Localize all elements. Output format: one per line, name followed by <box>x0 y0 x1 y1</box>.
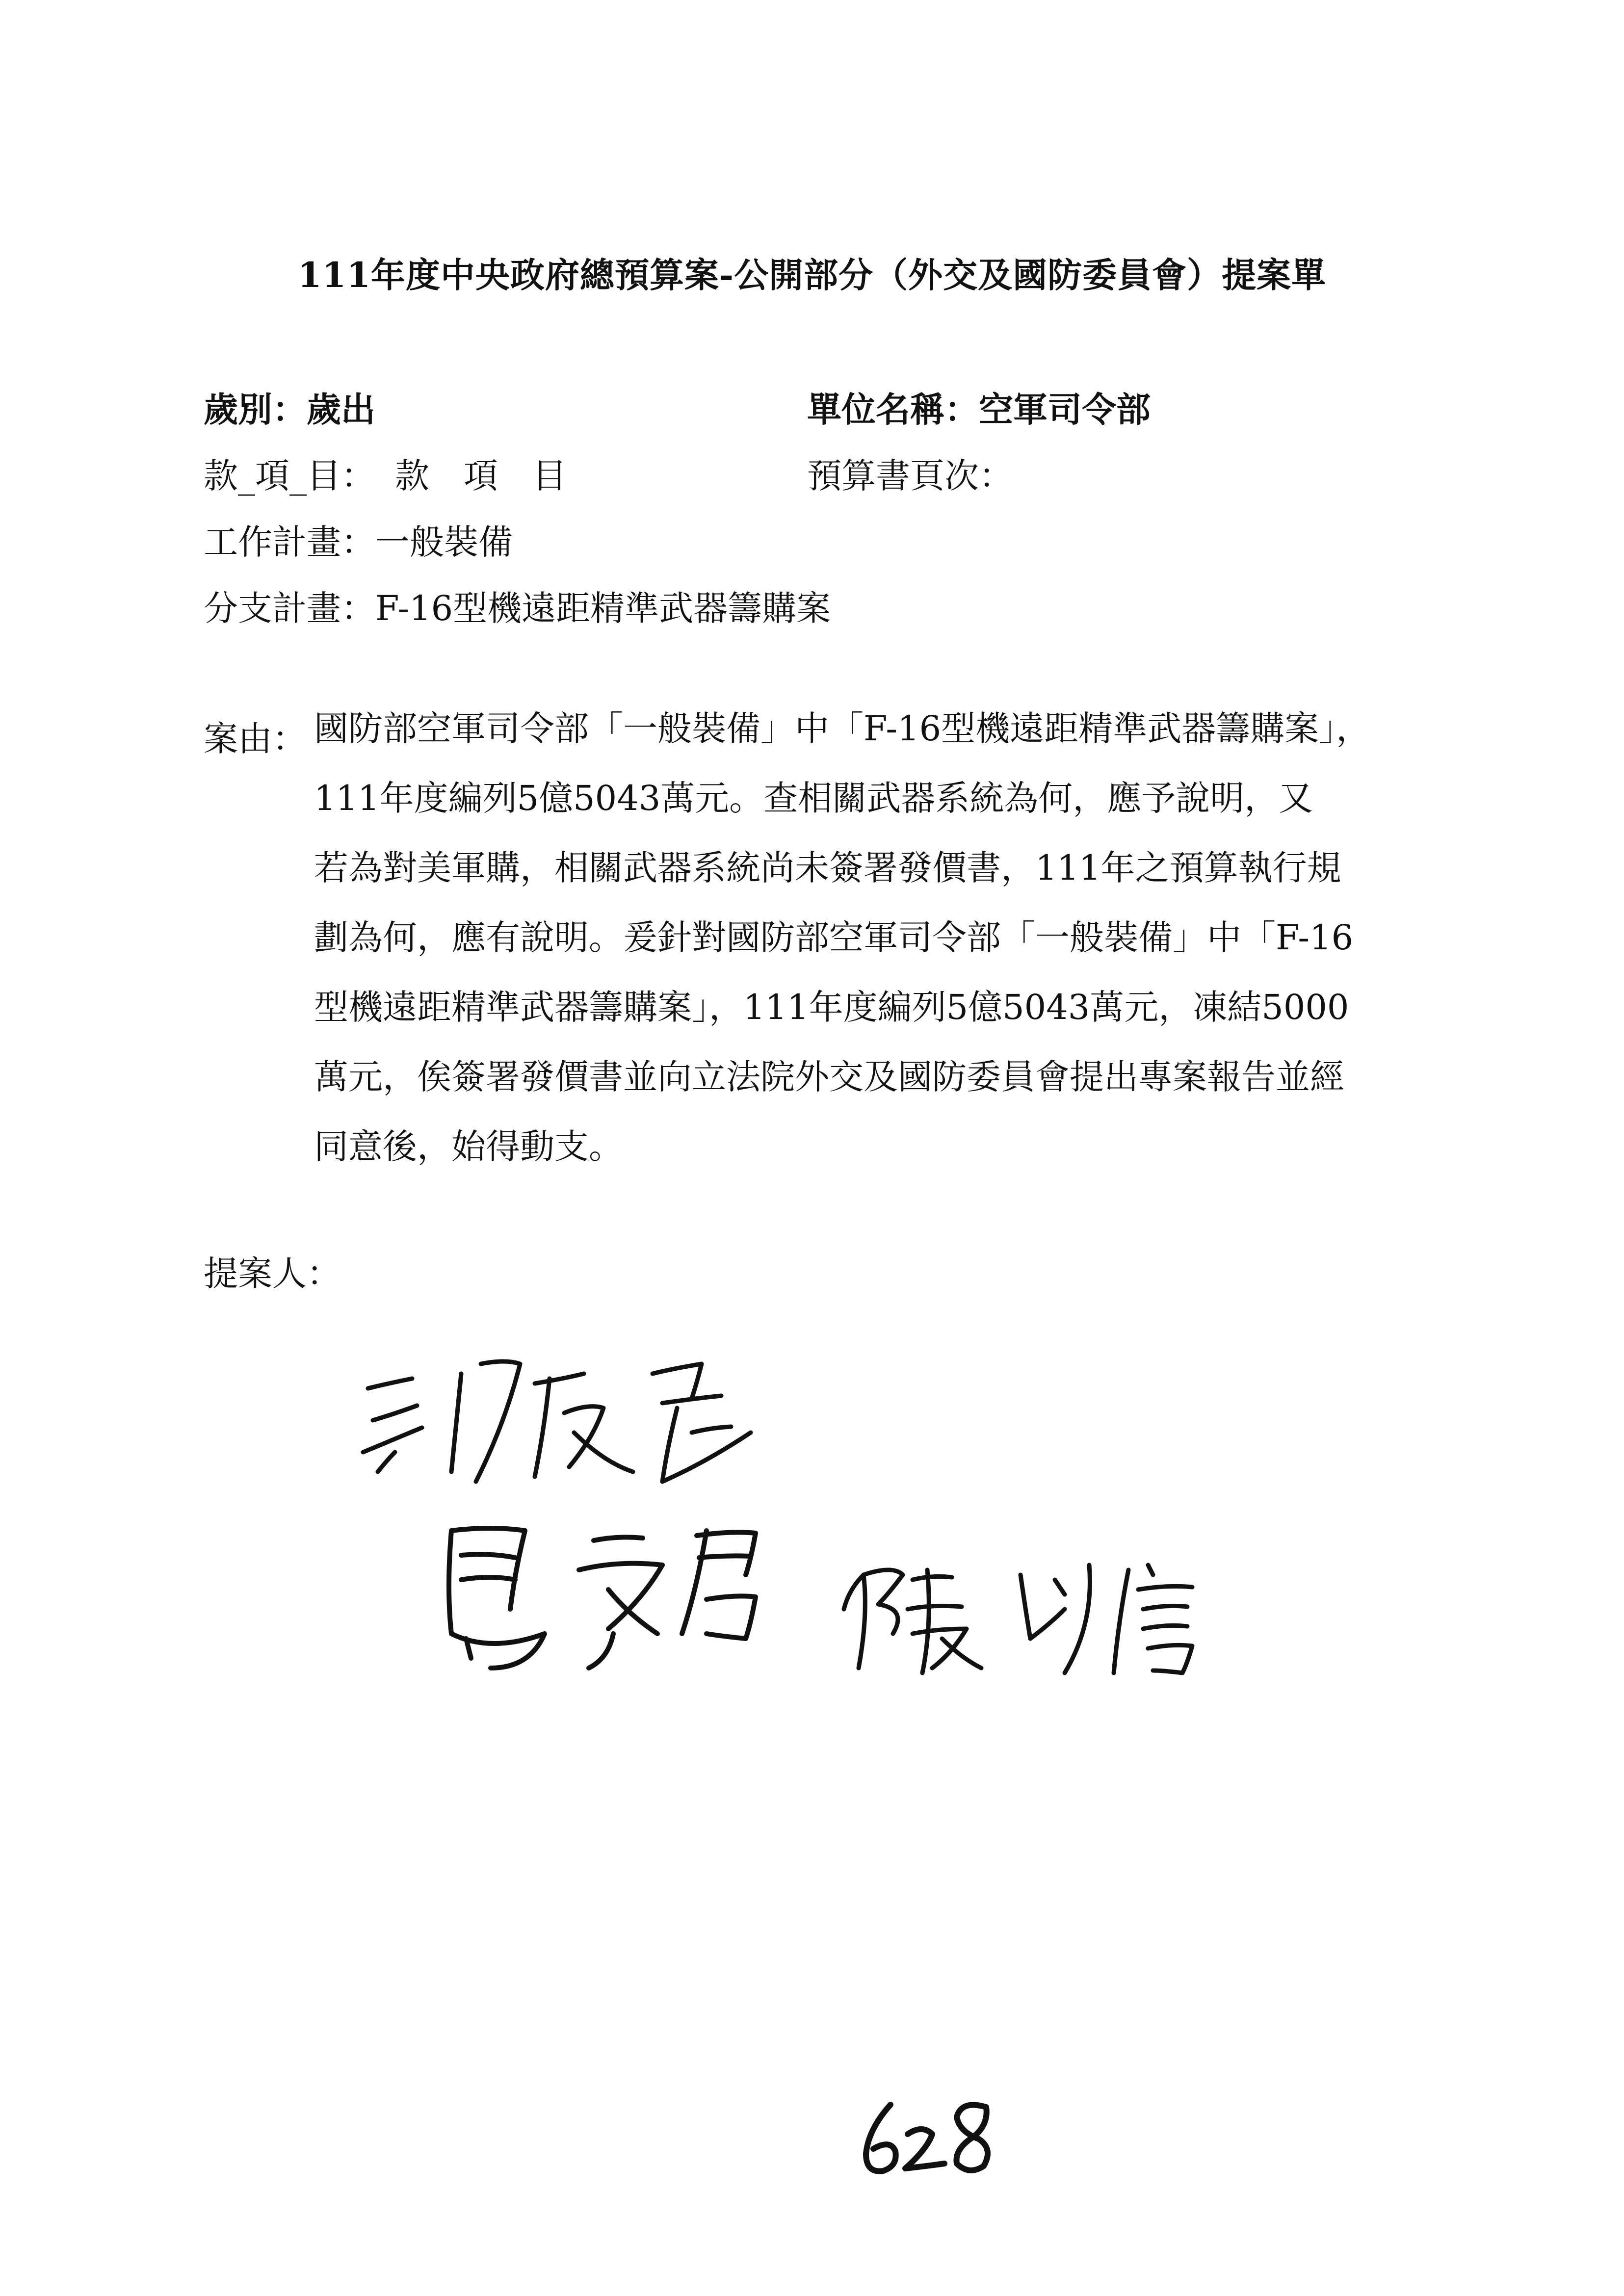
budget-page-field <box>807 456 1013 496</box>
unit-value: 空軍司令部 <box>979 389 1151 430</box>
category-value: 歲出 <box>307 389 375 430</box>
handwritten-signature-icon <box>358 1354 800 1501</box>
proposer-label: 提案人： <box>204 1253 341 1294</box>
category-label: 歲別： <box>204 389 307 430</box>
reason-line: 劃為何，應有說明。爰針對國防部空軍司令部「一般裝備」中「F-16 <box>314 917 1354 958</box>
kxm-kuan: 款 <box>395 456 429 496</box>
category-field <box>204 389 375 430</box>
kxm-label: 款_項_目： <box>204 456 375 496</box>
handwritten-page-number-icon <box>854 2095 1001 2178</box>
work-plan-value: 一般裝備 <box>375 522 513 562</box>
document-title: 111年度中央政府總預算案-公開部分（外交及國防委員會）提案單 <box>297 255 1327 295</box>
sub-plan-value: F-16型機遠距精準武器籌購案 <box>375 588 831 628</box>
sub-plan-field <box>204 588 831 628</box>
unit-field <box>807 389 1151 430</box>
reason-label: 案由： <box>204 719 307 759</box>
handwritten-signature-icon <box>432 1511 775 1678</box>
work-plan-field <box>204 522 513 562</box>
reason-line: 國防部空軍司令部「一般裝備」中「F-16型機遠距精準武器籌購案」， <box>314 708 1371 749</box>
reason-line: 111年度編列5億5043萬元。查相關武器系統為何，應予說明，又 <box>314 778 1313 818</box>
reason-line: 若為對美軍購，相關武器系統尚未簽署發價書，111年之預算執行規 <box>314 848 1341 888</box>
kxm-mu: 目 <box>532 456 567 496</box>
handwritten-signature-icon <box>834 1555 1217 1683</box>
sub-plan-label: 分支計畫： <box>204 588 375 628</box>
unit-label: 單位名稱： <box>807 389 979 430</box>
reason-line: 同意後，始得動支。 <box>314 1126 623 1167</box>
kxm-xiang: 項 <box>464 456 498 496</box>
work-plan-label: 工作計畫： <box>204 522 375 562</box>
reason-line: 萬元，俟簽署發價書並向立法院外交及國防委員會提出專案報告並經 <box>314 1057 1344 1097</box>
reason-line: 型機遠距精準武器籌購案」，111年度編列5億5043萬元，凍結5000 <box>314 987 1349 1027</box>
page-number <box>854 2095 1001 2180</box>
kxm-field <box>204 456 601 496</box>
budget-page-label: 預算書頁次： <box>807 456 1013 496</box>
